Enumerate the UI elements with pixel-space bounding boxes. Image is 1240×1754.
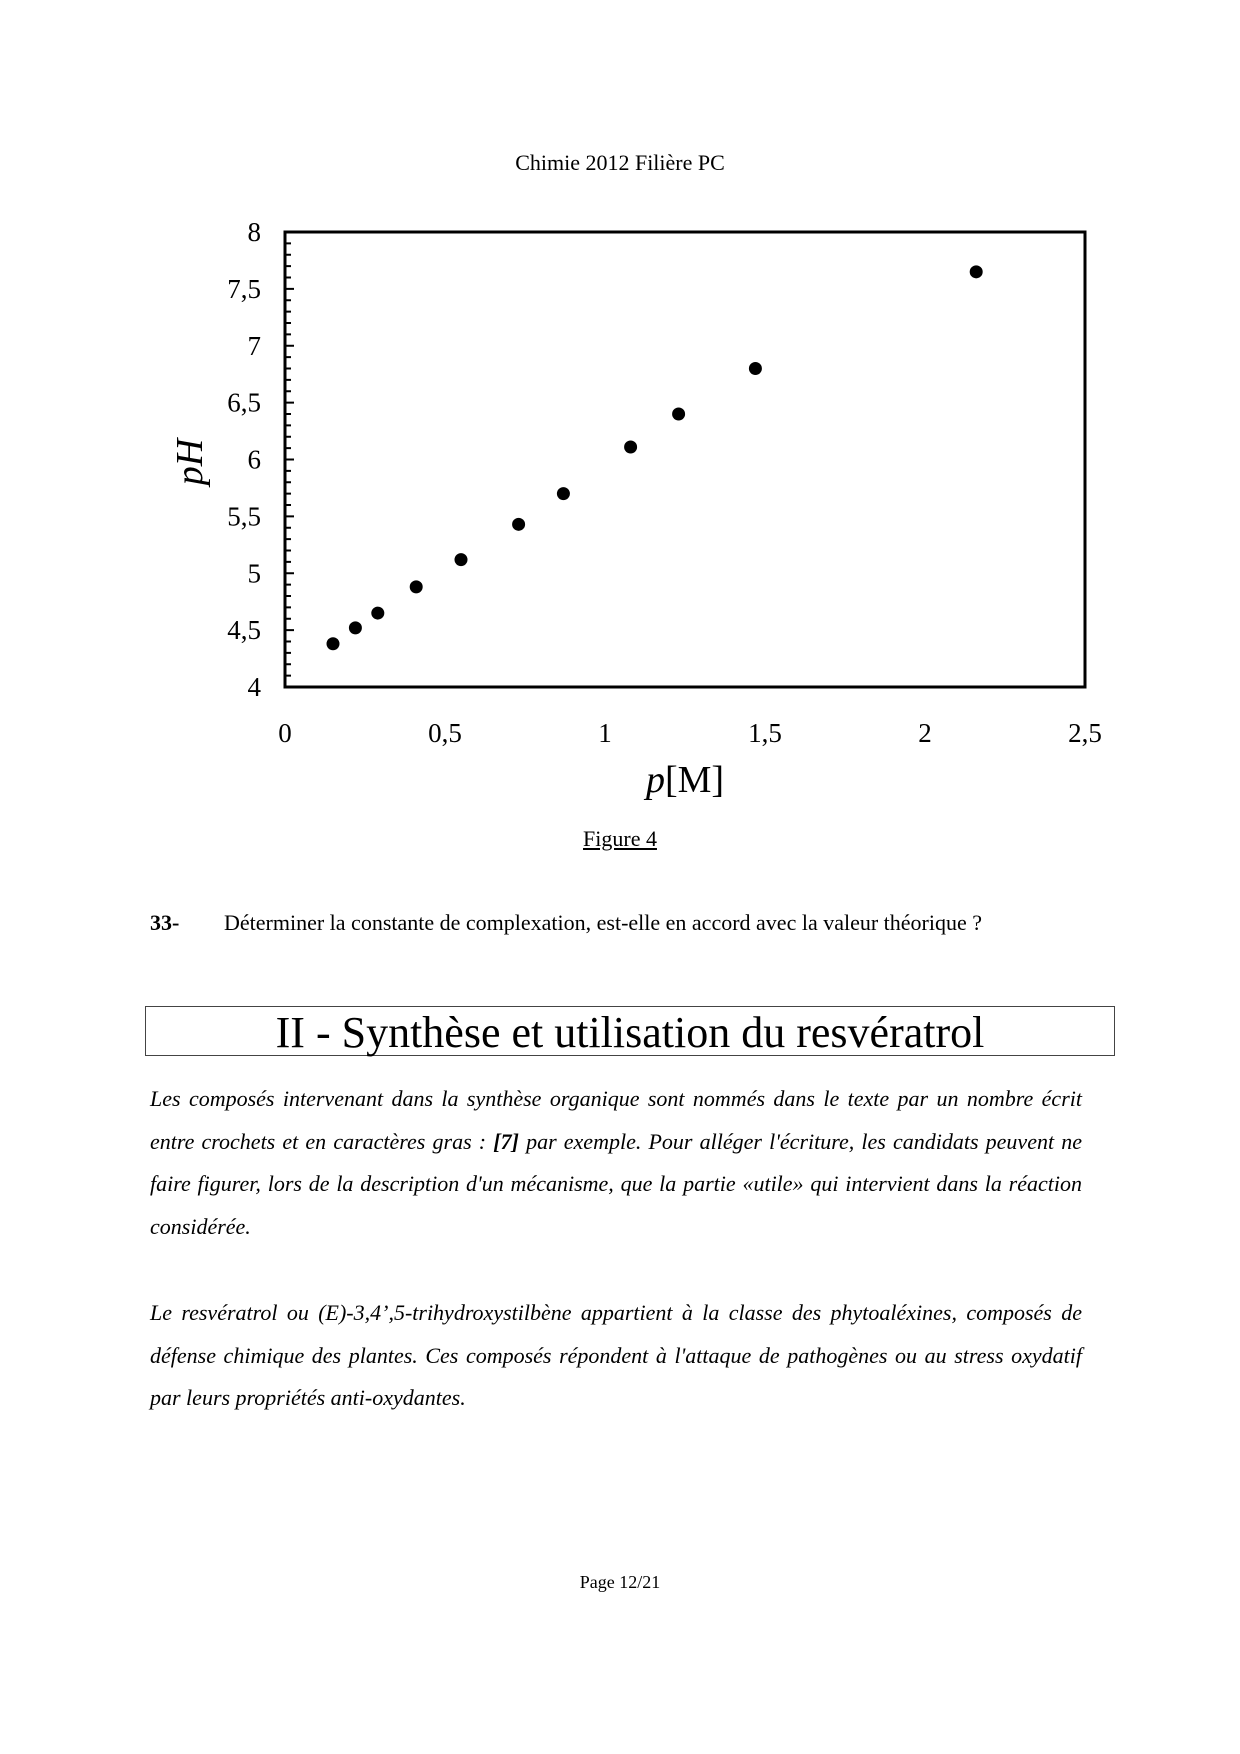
x-tick-label: 0 (278, 718, 292, 748)
y-tick-label: 4,5 (227, 615, 261, 646)
question-text: Déterminer la constante de complexation, est-elle en accord avec la valeur théorique ? (224, 910, 983, 935)
x-tick-labels (278, 718, 1102, 748)
y-tick-label: 4 (247, 672, 261, 702)
y-tick-label: 6 (247, 444, 261, 475)
data-point (970, 265, 983, 278)
y-tick-label: 5 (247, 558, 261, 589)
question-33 (150, 910, 1100, 936)
y-axis-label: pH (169, 438, 211, 486)
y-tick-labels (227, 217, 261, 702)
data-point (749, 362, 762, 375)
data-point (455, 553, 468, 566)
data-point (512, 518, 525, 531)
resveratrol-paragraph: Le resvératrol ou (E)-3,4’,5-trihydroxystilbène appartient à la classe des phytoaléxines, composés de défense chimique des plantes. Ces composés répondent à l'attaque de pathogènes ou au stress oxydatif par leurs propriétés anti-oxydantes. (150, 1300, 1082, 1410)
data-point (624, 440, 637, 453)
section-title: II - Synthèse et utilisation du resvératrol (145, 1006, 1115, 1056)
bold-example: [7] (493, 1128, 519, 1154)
page-header: Chimie 2012 Filière PC (515, 150, 725, 175)
data-points (327, 265, 983, 650)
question-number: 33- (150, 910, 180, 935)
y-tick-label: 7,5 (227, 273, 261, 304)
data-point (327, 637, 340, 650)
page-number: Page 12/21 (579, 1572, 661, 1592)
data-point (672, 408, 685, 421)
x-tick-label: 2 (918, 718, 932, 748)
y-tick-label: 5,5 (227, 501, 261, 532)
data-point (371, 607, 384, 620)
x-axis-label-rest: [M] (664, 759, 725, 801)
data-point (557, 487, 570, 500)
y-tick-label: 6,5 (227, 387, 261, 418)
x-axis-label (643, 759, 724, 801)
intro-paragraph: Les composés intervenant dans la synthèse organique sont nommés dans le texte par un nombre écrit entre crochets et en caractères gras : [7] par exemple. Pour alléger l'écriture, les candidats peuvent ne faire figurer, lors de la description d'un mécanisme, que la partie «utile» qui intervient dans la réaction considérée. (150, 1086, 1082, 1239)
x-tick-label: 2,5 (1068, 718, 1102, 748)
y-tick-label: 8 (247, 217, 261, 247)
y-tick-label: 7 (247, 330, 261, 361)
plot-frame (285, 232, 1085, 687)
data-point (349, 621, 362, 634)
x-tick-label: 0,5 (428, 718, 462, 748)
x-axis-label-italic: p (645, 759, 665, 801)
x-tick-label: 1,5 (748, 718, 782, 748)
ph-scatter-chart (150, 210, 1110, 810)
figure-caption: Figure 4 (583, 826, 657, 851)
x-tick-label: 1 (598, 718, 612, 748)
data-point (410, 580, 423, 593)
